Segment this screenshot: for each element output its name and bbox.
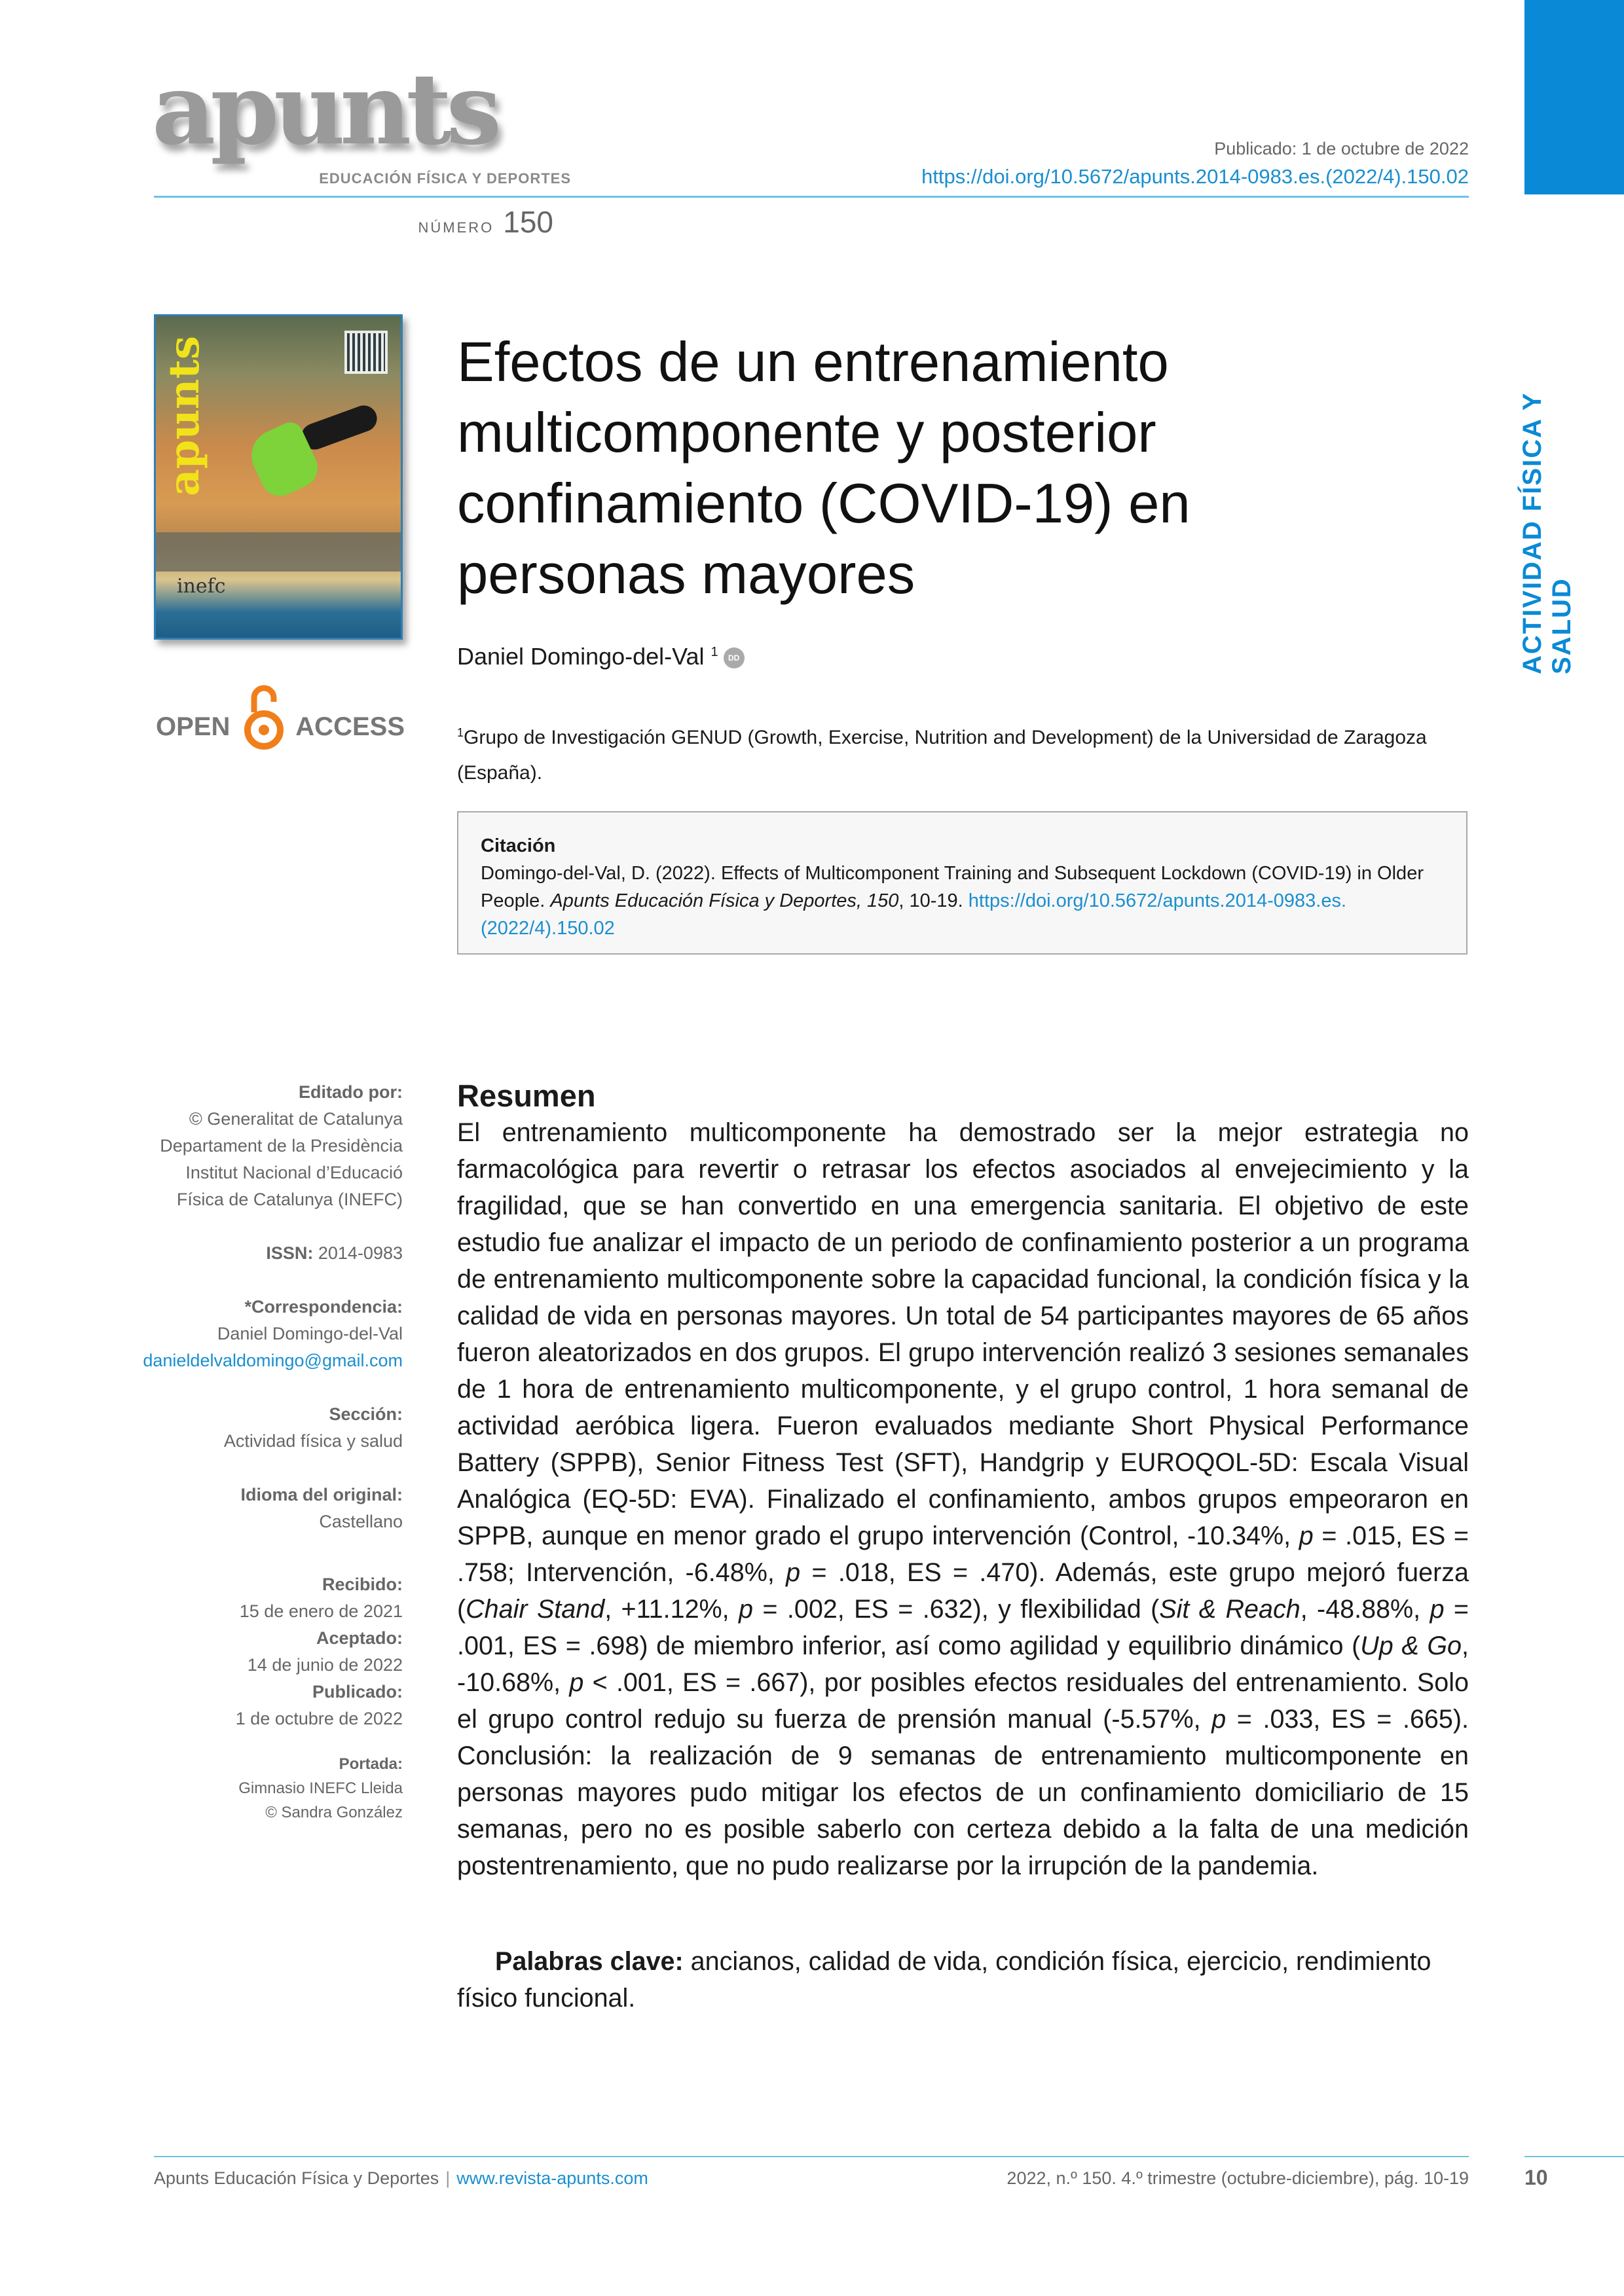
open-access-left: OPEN xyxy=(156,712,231,741)
accepted-value: 14 de junio de 2022 xyxy=(247,1655,403,1675)
affiliation xyxy=(457,715,1469,791)
abstract-segment: = .001, ES = .698) de miembro inferior, así como agilidad y equilibrio dinámico ( xyxy=(457,1595,1469,1660)
abstract-segment: , -10.68%, xyxy=(457,1631,1469,1697)
edited-by-line: Institut Nacional d’Educació xyxy=(185,1163,403,1182)
abstract-segment: El entrenamiento multicomponente ha demostrado ser la mejor estrategia no farmacológica para revertir o retrasar los efectos asociados al envejecimiento y la fragilidad, que se han convertido en una emergencia sanitaria. El objetivo de este estudio fue analizar el impacto de un periodo de confinamiento posterior a un programa de entrenamiento multicomponente sobre la capacidad funcional, la condición física y la calidad de vida en personas mayores. Un total de 54 participantes mayores de 65 años fueron aleatorizados en dos grupos. El grupo intervención realizó 3 sesiones semanales de 1 hora de entrenamiento multicomponente, y el grupo control, 1 hora semanal de actividad aeróbica ligera. Fueron evaluados mediante Short Physical Performance Battery (SPPB), Senior Fitness Test (SFT), Handgrip y EUROQOL-5D: Escala Visual Analógica (EQ-5D: EVA). Finalizado el confinamiento, ambos grupos empeoraron en SPPB, aunque en menor grado el grupo intervención (Control, -10.34%, xyxy=(457,1118,1469,1550)
article-title: Efectos de un entrenamiento multicomponente y posterior confinamiento (COVID-19) en personas mayores xyxy=(457,331,1190,606)
citation-reference: Domingo-del-Val, D. (2022). Effects of Multicomponent Training and Subsequent Lockdown (COVID-19) in Older People. xyxy=(481,863,1424,911)
footer-divider xyxy=(154,2156,1469,2157)
citation-doi-link[interactable]: https://doi.org/10.5672/apunts.2014-0983.es.(2022/4).150.02 xyxy=(481,890,1347,939)
language-label: Idioma del original: xyxy=(240,1485,403,1504)
abstract-segment: p xyxy=(1430,1595,1445,1624)
issn-value: 2014-0983 xyxy=(313,1243,403,1263)
published-date: Publicado: 1 de octubre de 2022 xyxy=(1214,139,1469,158)
abstract-segment: = .015, ES = .758; Intervención, -6.48%, xyxy=(457,1522,1469,1587)
language-value: Castellano xyxy=(319,1512,403,1531)
abstract-segment: , -48.88%, xyxy=(1300,1595,1430,1624)
issue-number xyxy=(418,204,553,240)
abstract-body xyxy=(457,1114,1469,1884)
abstract-segment: = .018, ES = .470). Además, este grupo mejoró fuerza ( xyxy=(457,1558,1469,1624)
accepted-label: Aceptado: xyxy=(316,1628,403,1648)
cover-credit-label: Portada: xyxy=(339,1755,403,1773)
keywords-text: ancianos, calidad de vida, condición física, ejercicio, rendimiento físico funcional. xyxy=(457,1947,1431,2013)
journal-logo xyxy=(152,52,571,191)
edited-by-line: Física de Catalunya (INEFC) xyxy=(176,1190,403,1209)
abstract-segment: Chair Stand xyxy=(466,1595,605,1624)
footer-divider-right xyxy=(1524,2156,1624,2157)
cover-athlete-legs xyxy=(298,402,380,454)
citation-pages: , 10-19. xyxy=(898,890,969,911)
footer-left xyxy=(154,2168,648,2189)
article-metadata-sidebar xyxy=(98,1079,403,1825)
cover-credit-line: © Sandra González xyxy=(265,1804,403,1821)
cover-image xyxy=(154,314,403,640)
cover-logo: apunts xyxy=(160,336,209,496)
open-access-badge xyxy=(156,680,405,752)
footer-website-link[interactable]: www.revista-apunts.com xyxy=(456,2168,648,2188)
abstract-segment: p xyxy=(739,1595,754,1624)
page-number: 10 xyxy=(1524,2166,1548,2189)
keywords xyxy=(457,1943,1469,2016)
edited-by-line: Departament de la Presidència xyxy=(160,1136,403,1156)
open-access-lock-icon xyxy=(241,680,287,752)
author-name: Daniel Domingo-del-Val xyxy=(457,643,705,670)
citation-box xyxy=(457,811,1467,955)
issn-label: ISSN: xyxy=(266,1243,314,1263)
issue-number-label: NÚMERO xyxy=(418,219,494,236)
section-vertical-label: ACTIVIDAD FÍSICA Y SALUD xyxy=(1518,392,1576,674)
open-access-right: ACCESS xyxy=(295,712,405,741)
author-affiliation-mark: 1 xyxy=(710,645,718,659)
abstract-segment: < .001, ES = .667), por posibles efectos residuales del entrenamiento. Solo el grupo control redujo su fuerza de prensión manual (-5.57%, xyxy=(457,1668,1469,1734)
header-divider xyxy=(154,196,1469,198)
edited-by-label: Editado por: xyxy=(299,1082,403,1102)
abstract-segment: = .002, ES = .632), y flexibilidad ( xyxy=(753,1595,1160,1624)
edited-by-line: © Generalitat de Catalunya xyxy=(189,1109,403,1129)
affiliation-text: Grupo de Investigación GENUD (Growth, Exercise, Nutrition and Development) de la Universidad de Zaragoza (España). xyxy=(457,727,1427,784)
doi-link[interactable]: https://doi.org/10.5672/apunts.2014-0983.es.(2022/4).150.02 xyxy=(921,165,1469,188)
issue-number-value: 150 xyxy=(503,205,553,239)
published-value: 1 de octubre de 2022 xyxy=(235,1709,403,1728)
qr-code xyxy=(344,331,388,374)
abstract-segment: p xyxy=(1211,1705,1227,1734)
abstract-segment: Sit & Reach xyxy=(1159,1595,1301,1624)
published-label: Publicado: xyxy=(312,1682,403,1702)
correspondence-email-link[interactable]: danieldelvaldomingo@gmail.com xyxy=(143,1351,403,1370)
logo-word: apunts xyxy=(152,52,496,167)
section-label: Sección: xyxy=(329,1404,403,1424)
received-value: 15 de enero de 2021 xyxy=(239,1601,403,1621)
correspondence-label: *Correspondencia: xyxy=(244,1297,403,1317)
citation-heading: Citación xyxy=(481,835,556,856)
author xyxy=(457,643,745,670)
section-value: Actividad física y salud xyxy=(223,1431,403,1451)
citation-journal: Apunts Educación Física y Deportes, 150 xyxy=(550,890,899,911)
orcid-icon[interactable]: DD xyxy=(724,647,745,668)
section-color-tab xyxy=(1524,0,1624,194)
abstract-segment: Up & Go xyxy=(1360,1631,1462,1660)
abstract-segment: , +11.12%, xyxy=(604,1595,739,1624)
cover-mat xyxy=(156,532,403,572)
received-label: Recibido: xyxy=(322,1575,403,1594)
footer-issue-info: 2022, n.º 150. 4.º trimestre (octubre-diciembre), pág. 10-19 xyxy=(1006,2168,1469,2188)
abstract-segment: p xyxy=(1299,1522,1314,1550)
keywords-label: Palabras clave: xyxy=(495,1947,684,1976)
abstract-segment: p xyxy=(786,1558,801,1587)
logo-subtitle: EDUCACIÓN FÍSICA Y DEPORTES xyxy=(319,170,571,187)
affiliation-mark: 1 xyxy=(457,726,464,739)
abstract-heading: Resumen xyxy=(457,1078,596,1113)
abstract-segment: = .033, ES = .665). Conclusión: la realización de 9 semanas de entrenamiento multicomponente en personas mayores pudo mitigar los efectos de un confinamiento domiciliario de 15 semanas, pero no es posible saberlo con certeza debido a la falta de una medición postentrenamiento, que no pudo realizarse por la irrupción de la pandemia. xyxy=(457,1705,1469,1880)
footer-journal: Apunts Educación Física y Deportes xyxy=(154,2168,439,2188)
issn xyxy=(98,1240,403,1267)
cover-credit-line: Gimnasio INEFC Lleida xyxy=(238,1779,403,1797)
cover-publisher: inefc xyxy=(177,575,226,598)
citation-text xyxy=(481,860,1444,942)
footer-separator: | xyxy=(445,2168,451,2188)
abstract-section xyxy=(457,1077,1469,2016)
correspondence-name: Daniel Domingo-del-Val xyxy=(217,1324,403,1343)
abstract-segment: p xyxy=(569,1668,584,1697)
